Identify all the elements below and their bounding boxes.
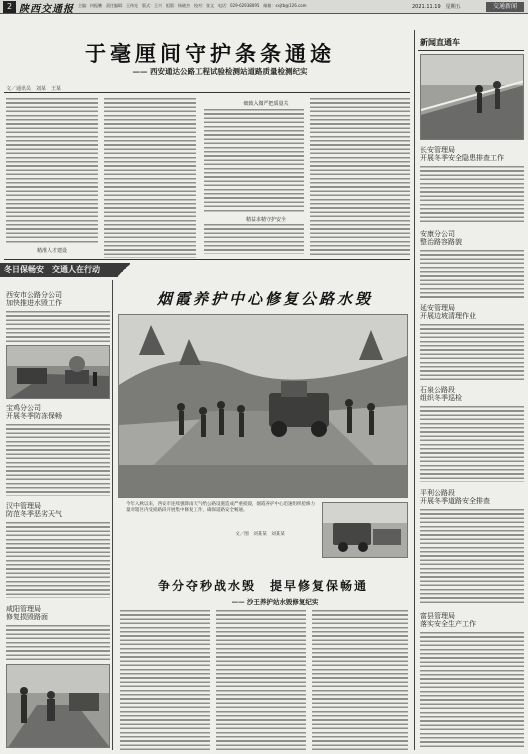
brief-title-1: 西安市公路分公司 加快推进水毁工作 [6, 291, 62, 307]
sidebar-item-title-1: 长安管理局 开展冬季安全隐患排查工作 [420, 146, 504, 162]
banner-tail [118, 263, 130, 277]
feature-title: 烟霞养护中心修复公路水毁 [156, 290, 373, 308]
second-story-subtitle: —— 沙王养护站水毁修复纪实 [231, 598, 319, 606]
feature-photo [118, 314, 408, 498]
sidebar-item-text-3 [420, 324, 524, 380]
feature-photo-small [322, 502, 408, 558]
sidebar-photo [420, 54, 524, 140]
lead-column-3 [204, 109, 304, 212]
page-number: 2 [3, 1, 16, 13]
section-banner: 冬日保畅安 交通人在行动 [0, 263, 118, 277]
divider [4, 92, 410, 93]
sidebar-item-title-6: 富县管理局 落实安全生产工作 [420, 612, 476, 628]
lead-subheadline: —— 西安通达公路工程试验检测站道路质量检测纪实 [132, 67, 308, 76]
divider [418, 50, 524, 51]
brief-title-2: 宝鸡分公司 开展冬季防冻保畅 [6, 404, 62, 420]
masthead-date: 2021.11.19 星期五 [412, 4, 461, 10]
sidebar-item-text-6 [420, 632, 524, 748]
sidebar-item-text-1 [420, 166, 524, 222]
sidebar-item-title-4: 石泉公路段 组织冬季巡检 [420, 386, 462, 402]
lead-column-1 [6, 98, 98, 244]
brief-text-2 [6, 424, 110, 496]
lead-column-4 [310, 98, 410, 256]
masthead [0, 0, 528, 14]
masthead-info: 主编：何振鹏 责任编辑：王伟光 版式：王兴 组版：杨晓杰 校对：张文 电话：029-62938095 邮箱：sxjtb@126.com [78, 3, 307, 8]
sidebar-item-title-3: 延安管理局 开展边坡清理作业 [420, 304, 476, 320]
sidebar-item-text-5 [420, 509, 524, 605]
brief-title-3: 汉中管理局 防范冬季恶劣天气 [6, 502, 62, 518]
second-column-1 [120, 610, 210, 750]
brief-text-3 [6, 522, 110, 598]
feature-caption: 今年入秋以来，西安市连续强降雨天气给公路设施造成严重损毁，烟霞养护中心迅速组织抢修力量对辖区内受损路段开展集中修复工作，确保道路安全畅通。 [126, 502, 315, 513]
lead-headline: 于毫厘间守护条条通途 [85, 42, 335, 66]
brief-text-4 [6, 625, 110, 661]
lead-column-3b [204, 224, 304, 254]
paper-name: 陕西交通报 [19, 4, 74, 15]
lead-subhead-right: 精益求精守护安全 [245, 217, 286, 223]
sidebar-item-title-2: 安康分公司 整治路容路貌 [420, 230, 462, 246]
sidebar-item-text-2 [420, 250, 524, 298]
lead-byline: 文／通讯员 刘某 王某 [6, 86, 62, 92]
sidebar-item-text-4 [420, 406, 524, 482]
sidebar-header: 新闻直通车 [420, 38, 460, 47]
sidebar-item-title-5: 平利公路段 开展冬季道路安全排查 [420, 489, 490, 505]
brief-title-4: 咸阳管理局 修复损毁路面 [6, 605, 48, 621]
brief-photo-1 [6, 345, 110, 399]
second-story-title: 争分夺秒战水毁 提早修复保畅通 [157, 579, 368, 593]
second-column-2 [216, 610, 306, 750]
lead-subhead-left-bottom: 精准人才建设 [36, 248, 67, 254]
sidebar-divider [414, 30, 415, 750]
section-label: 交通新闻 [486, 2, 524, 12]
brief-text-1 [6, 311, 110, 343]
lead-column-2 [104, 98, 196, 258]
brief-photo-2 [6, 664, 110, 748]
column-divider [112, 280, 113, 750]
divider [4, 259, 410, 260]
second-column-3 [312, 610, 408, 750]
feature-credit: 文／图 刘某某 刘某某 [235, 532, 285, 537]
lead-subhead-mid: 细致入微严把质量关 [243, 101, 289, 107]
